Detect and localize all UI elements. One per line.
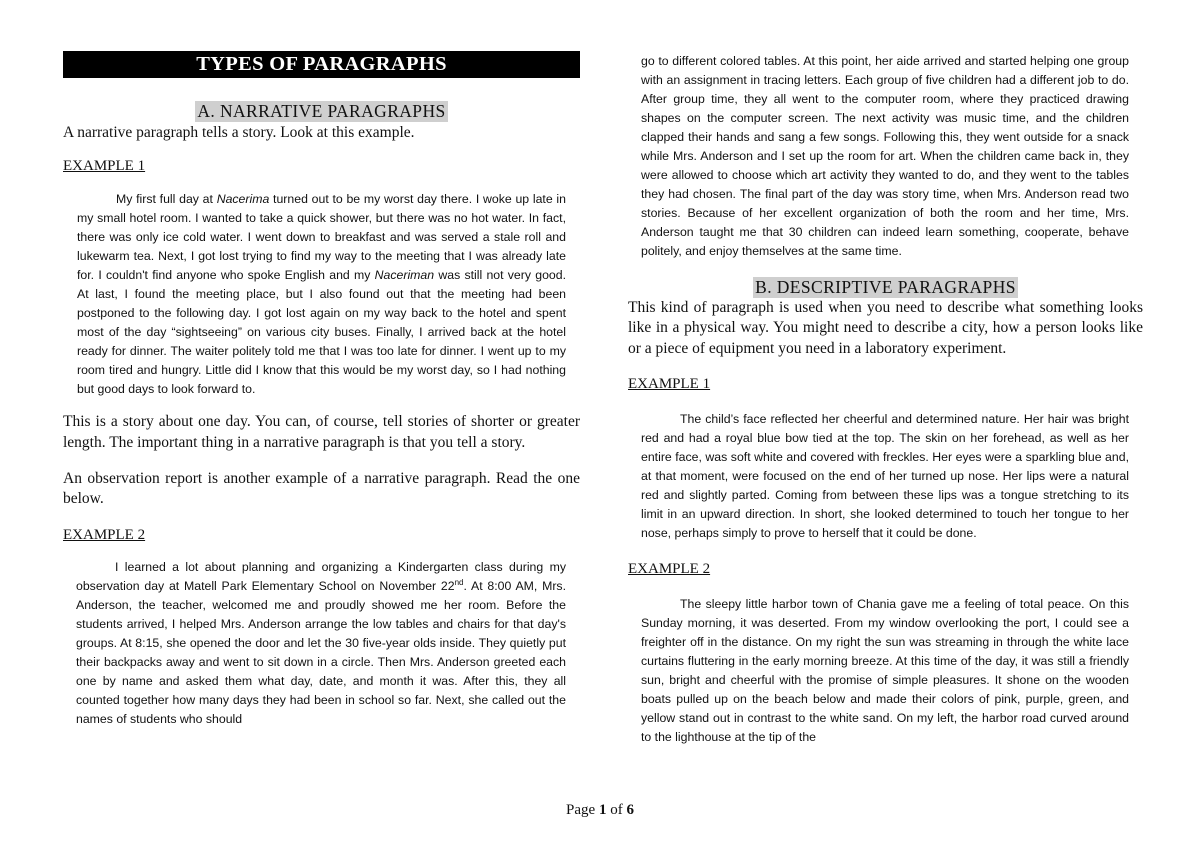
- right-column: [628, 52, 1143, 747]
- ex2-text-a: I learned a lot about planning and organizing a Kindergarten class during my observation day at Matell Park Elementary School on November 22: [76, 560, 566, 594]
- footer-current-page: 1: [598, 802, 607, 818]
- descriptive-example2-block: [628, 595, 1143, 747]
- narrative-example2-block: [63, 558, 580, 729]
- ex1-term-naceriman: Naceriman: [374, 268, 435, 283]
- narrative-example1-block: [63, 190, 580, 399]
- narrative-intro: A narrative paragraph tells a story. Look at this example.: [63, 124, 415, 141]
- narrative-after-paragraph-1: This is a story about one day. You can, of course, tell stories of shorter or greater length. The important thing in a narrative paragraph is that you tell a story.: [63, 413, 580, 451]
- narrative-example2-text: [76, 558, 566, 729]
- footer-of: of: [606, 802, 627, 818]
- footer-total-pages: 6: [626, 802, 634, 818]
- page-title: TYPES OF PARAGRAPHS: [63, 51, 580, 78]
- ex1-text-b: turned out to be my worst day there. I woke up late in my small hotel room. I wanted to take a quick shower, but there was no hot water. In fact, there was only ice cold water. I went down to breakfast and was served a stale roll and lukewarm tea. Next, I got lost trying to find my way to the meeting that I was already late for. I couldn't find anyone who spoke English and my: [77, 192, 566, 283]
- narrative-example2-continued-block: [628, 52, 1143, 261]
- descriptive-example2-text: The sleepy little harbor town of Chania gave me a feeling of total peace. On this Sunday morning, it was deserted. From my window overlooking the port, I could see a freighter off in the distance. On my right the sun was streaming in through the white lace curtains fluttering in the early morning breeze. At this time of the day, it was still a friendly sun, bright and cheerful with the promise of simple pleasures. It shone on the wooden boats pulled up on the beach below and made their colors of pink, purple, green, and yellow stand out in contrast to the white sand. On my left, the harbor road curved around to the lighthouse at the tip of the: [641, 596, 1129, 744]
- narrative-example1-label: EXAMPLE 1: [63, 158, 146, 175]
- narrative-heading-wrap: [63, 101, 580, 122]
- ex1-text-a: My first full day at: [116, 192, 217, 207]
- descriptive-intro: This kind of paragraph is used when you need to describe what something looks like in a physical way. You might need to describe a city, how a person looks like or a piece of equipment you need in a laboratory experiment.: [628, 299, 1143, 357]
- descriptive-example1-text: The child’s face reflected her cheerful and determined nature. Her hair was bright red and had a royal blue bow tied at the top. The skin on her forehead, as well as her entire face, was soft white and covered with freckles. Her eyes were a sparkling blue and, at that moment, were focused on the end of her turned up nose. Her lips were a natural red and slightly parted. Coming from between these lips was a tongue stretching to its limit in an upward direction. In short, she looked determined to touch her tongue to her nose, perhaps simply to prove to herself that it could be done.: [641, 411, 1129, 540]
- descriptive-example1-block: [628, 410, 1143, 543]
- ex2-superscript: nd: [454, 578, 464, 588]
- ex1-text-c: was still not very good. At last, I found the meeting place, but I also found out that the meeting had been postponed to the following day. I got lost again on my way back to the hotel and spent most of the day “sightseeing” on various city buses. Finally, I arrived back at the hotel ready for dinner. The waiter politely told me that I was too late for dinner. I went up to my room tired and hungry. Little did I know that this would be my worst day, so I had nothing but good days to look forward to.: [77, 268, 567, 397]
- footer-page-prefix: Page: [566, 802, 599, 818]
- narrative-heading: A. NARRATIVE PARAGRAPHS: [197, 101, 446, 121]
- narrative-after-paragraph-2: An observation report is another example of a narrative paragraph. Read the one below.: [63, 469, 580, 508]
- narrative-example2-label: EXAMPLE 2: [63, 527, 146, 544]
- descriptive-example1-label: EXAMPLE 1: [628, 375, 711, 392]
- ex1-term-nacerima: Nacerima: [216, 192, 270, 207]
- narrative-example1-text: [77, 190, 566, 399]
- descriptive-heading: B. DESCRIPTIVE PARAGRAPHS: [755, 277, 1016, 297]
- descriptive-example2-label: EXAMPLE 2: [628, 560, 711, 577]
- narrative-example2-continued: go to different colored tables. At this point, her aide arrived and started helping one group with an assignment in tracing letters. Each group of five children had a different job to do. After group time, they all went to the computer room, where they practiced drawing shapes on the computer screen. The next activity was music time, and the children clapped their hands and sang a few songs. Following this, they went outside for a snack while Mrs. Anderson and I set up the room for art. When the children came back in, they were allowed to choose which art activity they wanted to do, and they went to the tables they had chosen. The final part of the day was story time, when Mrs. Anderson read two stories. Because of her excellent organization of both the room and her time, Mrs. Anderson taught me that 30 children can indeed learn something, cooperate, behave politely, and enjoy themselves at the same time.: [641, 54, 1129, 258]
- descriptive-heading-wrap: [628, 277, 1143, 298]
- ex2-text-b: . At 8:00 AM, Mrs. Anderson, the teacher, welcomed me and proudly showed me her room. Before the students arrived, I helped Mrs. Anderson arrange the low tables and chairs for that day's groups. At 8:15, she opened the door and let the 30 five-year olds inside. They quietly put their backpacks away and went to sit down in a circle. Then Mrs. Anderson greeted each one by name and asked them what day, date, and month it was. After this, they all counted together how many days they had been in school so far. Next, she called out the names of students who should: [76, 579, 566, 727]
- page-footer: [0, 801, 1200, 820]
- left-column: [63, 51, 580, 729]
